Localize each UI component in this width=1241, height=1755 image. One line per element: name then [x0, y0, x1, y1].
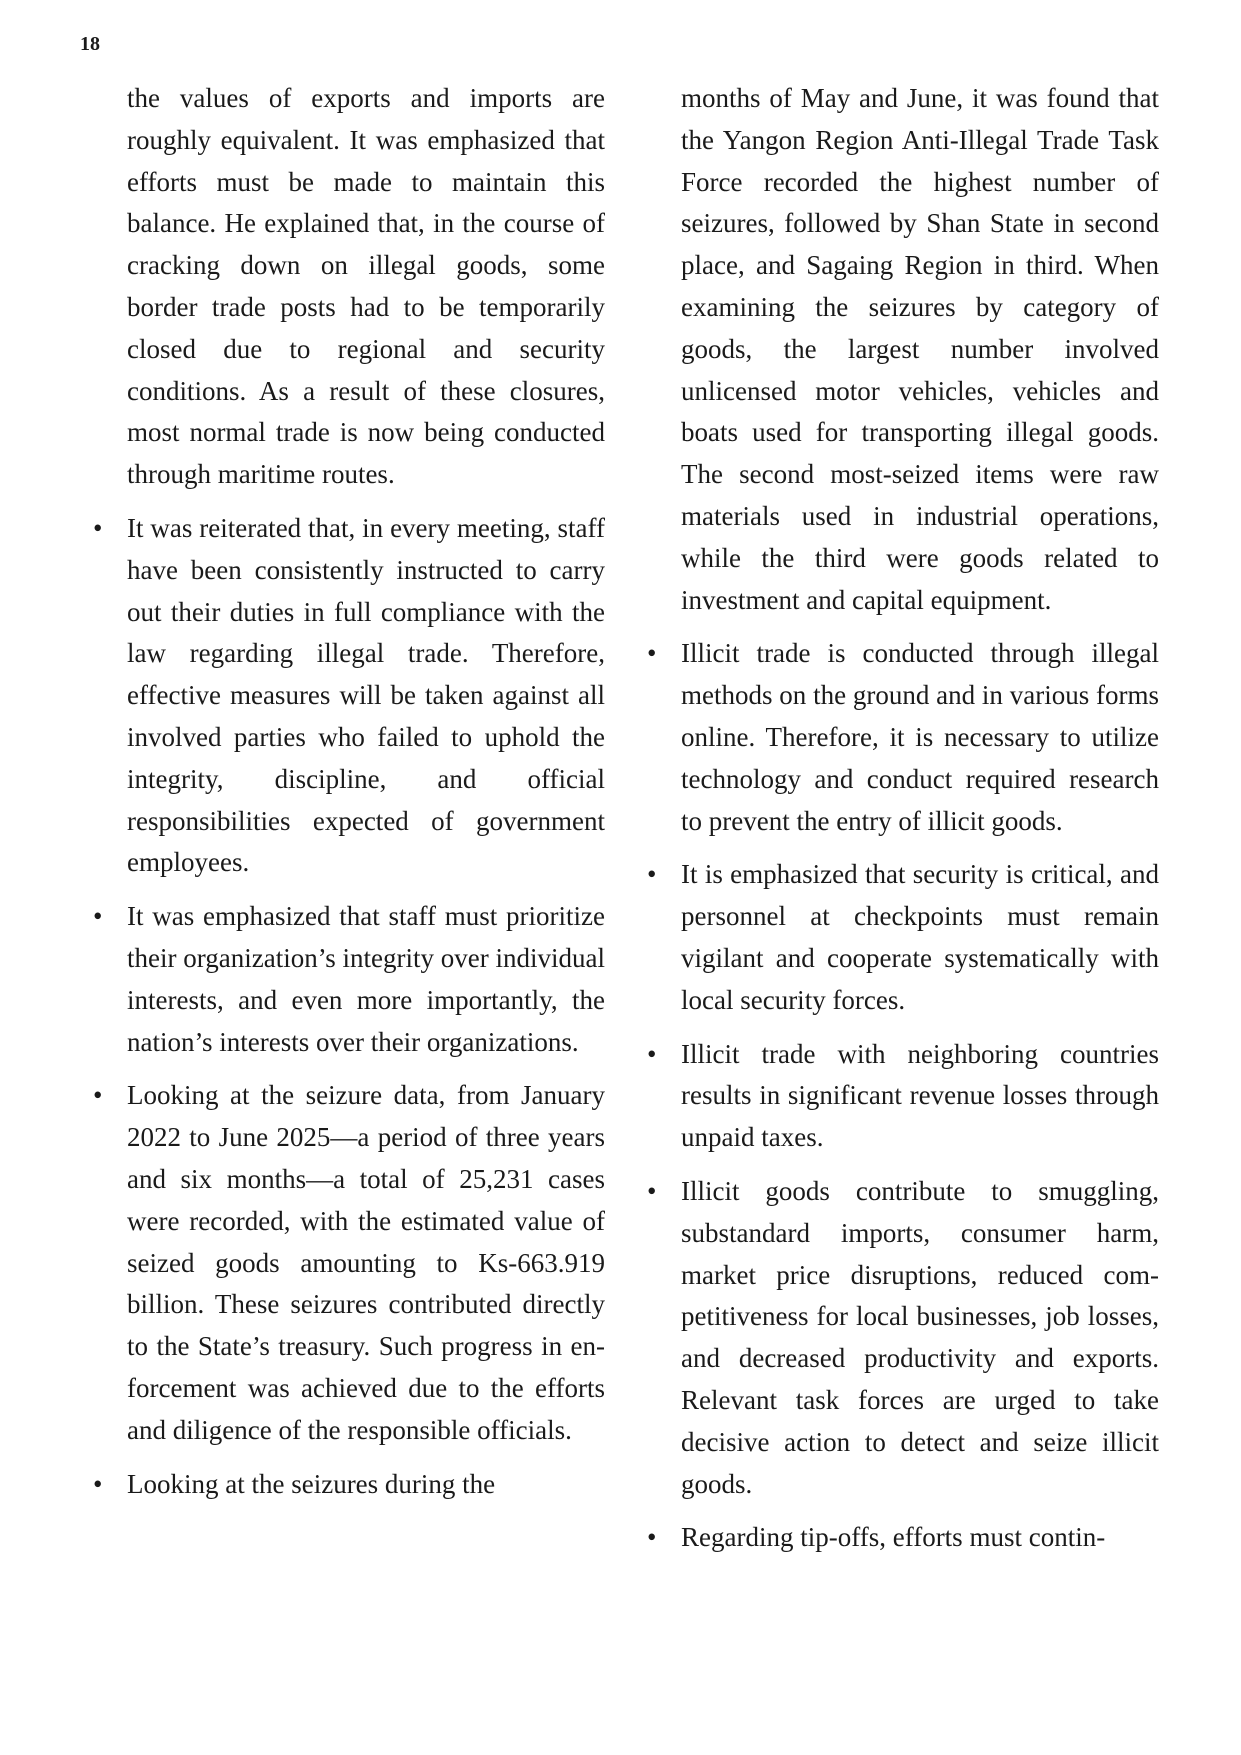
bullet-item — [93, 1075, 605, 1451]
bullet-icon: • — [647, 1522, 657, 1553]
bullet-icon: • — [93, 901, 103, 932]
bullet-icon: • — [93, 512, 103, 543]
left-column — [93, 78, 605, 1505]
bullet-text: Regarding tip-offs, efforts must contin- — [681, 1522, 1106, 1553]
bullet-icon: • — [647, 859, 657, 890]
page-number: 18 — [80, 33, 100, 55]
bullet-item — [93, 896, 605, 1063]
bullet-text: It is emphasized that security is critical, and personnel at checkpoints must remain vigilant and cooperate systematically with local security forces. — [681, 859, 1159, 1015]
bullet-item — [647, 1517, 1159, 1559]
bullet-item — [647, 633, 1159, 842]
bullet-text: It was reiterated that, in every meeting, staff have been consistently instructed to carry out their duties in full compliance with the law regarding illegal trade. Therefore, effective measures will be taken against all involved parties who failed to uphold the integrity, discipline, and official responsibilities expected of government employees. — [127, 512, 605, 878]
continuation-paragraph: months of May and June, it was found that the Yangon Region Anti-Illegal Trade Task Force recorded the highest number of seizures, followed by Shan State in second place, and Sagaing Region in third. When examining the seizures by category of goods, the largest number involved unlicensed motor vehicles, vehicles and boats used for transporting illegal goods. The second most-seized items were raw materials used in industrial operations, while the third were goods related to investment and capital equipment. — [681, 83, 1159, 615]
bullet-text: Illicit trade is conducted through illegal methods on the ground and in various forms online. Therefore, it is necessary to utilize technology and conduct required research to prevent the entry of illicit goods. — [681, 638, 1159, 836]
bullet-item — [93, 508, 605, 884]
bullet-icon: • — [647, 1175, 657, 1206]
bullet-text: Looking at the seizure data, from January 2022 to June 2025—a period of three years and six months—a total of 25,231 cases were recorded, with the estimated value of seized goods amounting to Ks-663.919 billion. These seizures contributed directly to the State’s treasury. Such progress in enforcement was achieved due to the efforts and diligence of the responsible officials. — [127, 1080, 605, 1445]
bullet-item — [647, 854, 1159, 1021]
bullet-text: Looking at the seizures during the — [127, 1468, 496, 1499]
bullet-icon: • — [93, 1468, 103, 1499]
bullet-text: Illicit goods contribute to smuggling, substandard imports, consumer harm, market price disruptions, reduced competitiveness for local businesses, job losses, and decreased productivity and exports. Relevant task forces are urged to take decisive action to detect and seize illicit goods. — [681, 1175, 1159, 1499]
bullet-icon: • — [93, 1080, 103, 1111]
bullet-item — [647, 1034, 1159, 1159]
bullet-icon: • — [647, 638, 657, 669]
bullet-item — [647, 1171, 1159, 1505]
bullet-icon: • — [647, 1038, 657, 1069]
continuation-paragraph: the values of exports and imports are roughly equivalent. It was emphasized that efforts must be made to maintain this balance. He explained that, in the course of cracking down on illegal goods, some border trade posts had to be temporarily closed due to regional and security conditions. As a result of these closures, most normal trade is now being conducted through maritime routes. — [127, 83, 605, 490]
bullet-text: Illicit trade with neighboring countries results in significant revenue losses through unpaid taxes. — [681, 1038, 1159, 1153]
bullet-text: It was emphasized that staff must prioritize their organization’s integrity over individual interests, and even more importantly, the nation’s interests over their organizations. — [127, 901, 605, 1057]
right-column — [647, 78, 1159, 1559]
bullet-item — [93, 1464, 605, 1506]
